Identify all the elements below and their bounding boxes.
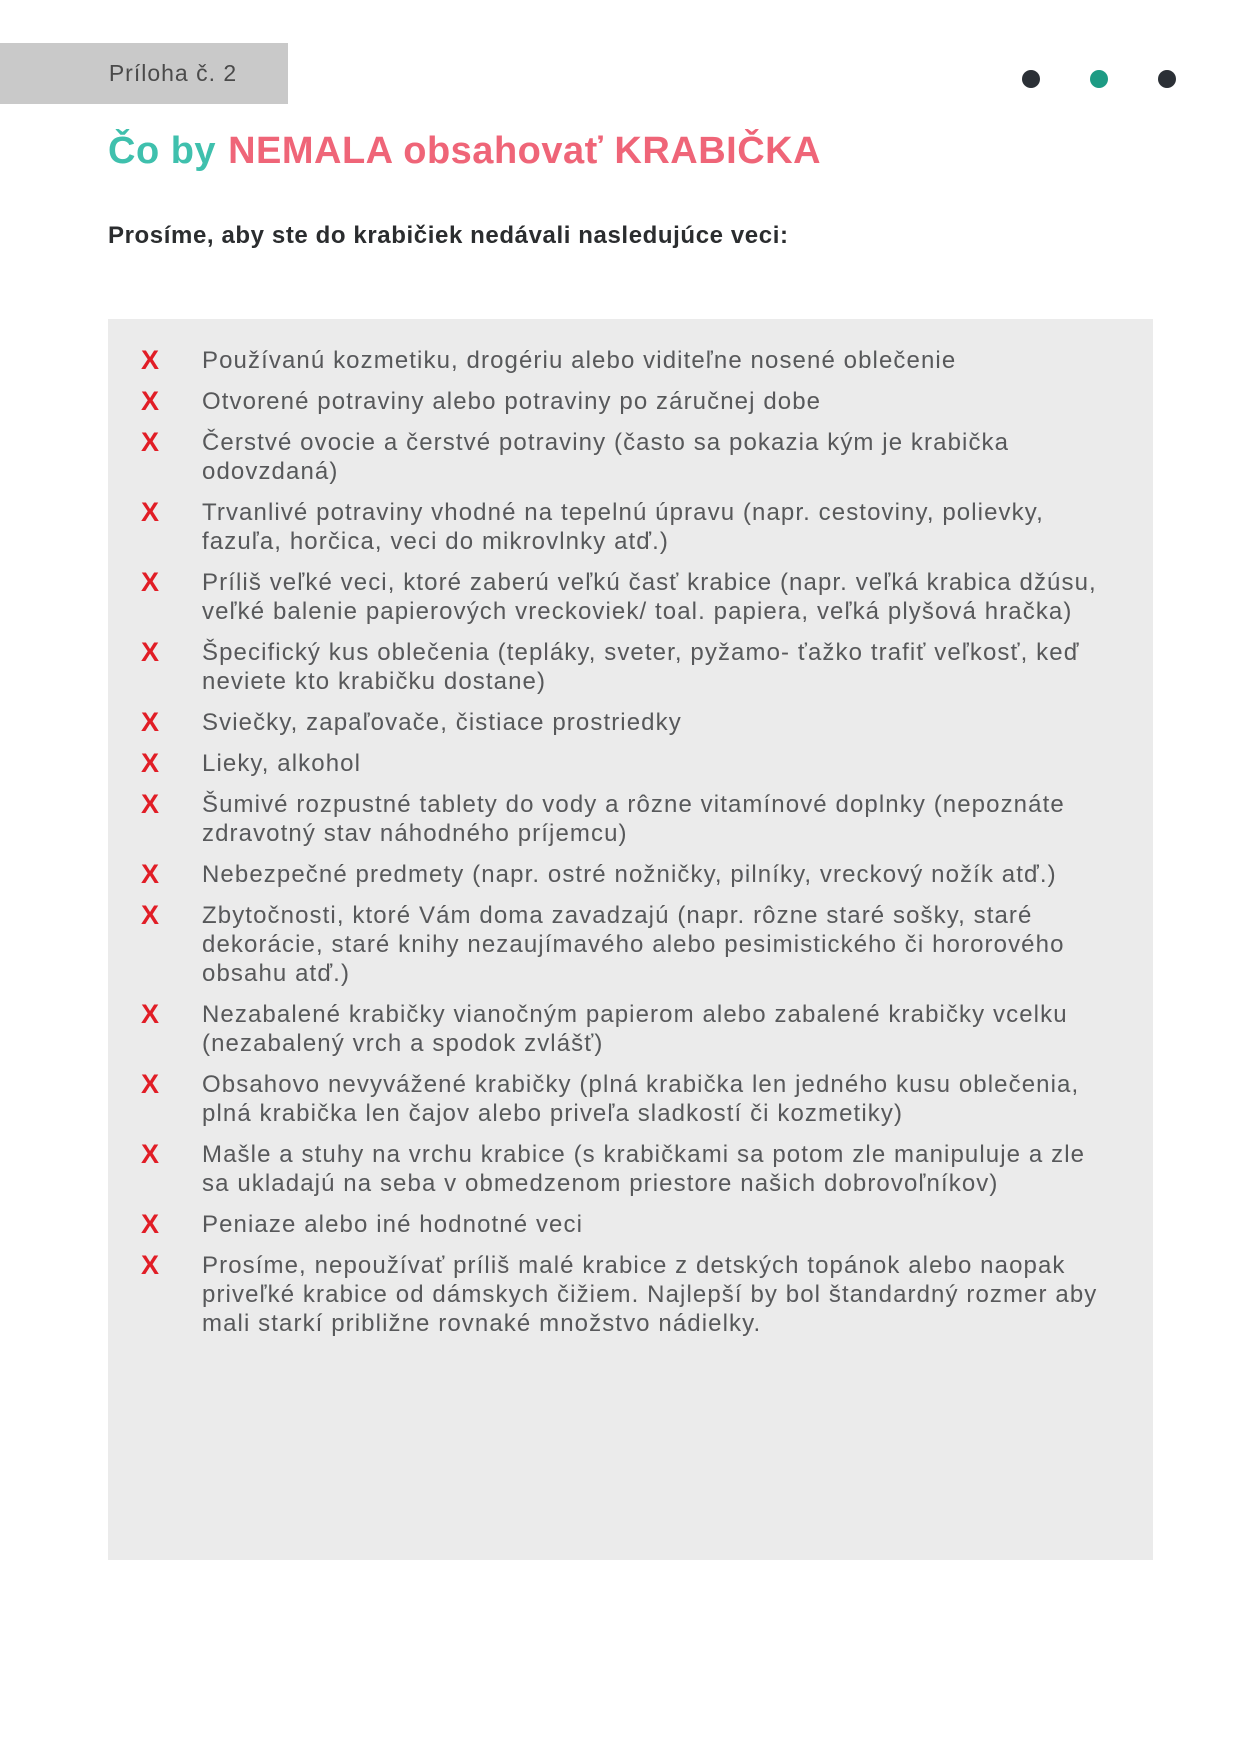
list-item-text: Čerstvé ovocie a čerstvé potraviny (často sa pokazia kým je krabička odovzdaná): [202, 429, 1010, 485]
x-mark-icon: X: [141, 1139, 160, 1169]
list-item: [108, 1251, 1153, 1338]
list-item: [108, 568, 1153, 626]
list-item: [108, 1140, 1153, 1198]
x-mark-icon: X: [141, 345, 160, 375]
list-item-text: Nebezpečné predmety (napr. ostré nožničky, pilníky, vreckový nožík atď.): [202, 861, 1057, 888]
title-part-teal: Čo by: [108, 130, 217, 172]
list-item-text: Peniaze alebo iné hodnotné veci: [202, 1211, 584, 1238]
intro-line: Prosíme, aby ste do krabičiek nedávali nasledujúce veci:: [108, 222, 789, 249]
list-item: [108, 901, 1153, 988]
donts-list: [108, 346, 1153, 1338]
decorative-dots: [1022, 70, 1176, 88]
bullet-dot: [1090, 70, 1108, 88]
list-item: [108, 387, 1153, 416]
attachment-label: Príloha č. 2: [0, 43, 288, 104]
list-item-text: Obsahovo nevyvážené krabičky (plná krabička len jedného kusu oblečenia, plná krabička len čajov alebo priveľa sladkostí či kozmetiky): [202, 1071, 1080, 1127]
list-item-text: Mašle a stuhy na vrchu krabice (s krabičkami sa potom zle manipuluje a zle sa ukladajú na seba v obmedzenom priestore našich dobrovoľníkov): [202, 1141, 1086, 1197]
x-mark-icon: X: [141, 900, 160, 930]
x-mark-icon: X: [141, 707, 160, 737]
list-item: [108, 708, 1153, 737]
x-mark-icon: X: [141, 859, 160, 889]
x-mark-icon: X: [141, 386, 160, 416]
list-item-text: Šumivé rozpustné tablety do vody a rôzne vitamínové doplnky (nepoznáte zdravotný stav náhodného príjemcu): [202, 791, 1065, 847]
bullet-dot: [1022, 70, 1040, 88]
title-part-red: NEMALA obsahovať KRABIČKA: [228, 130, 822, 172]
list-item: [108, 638, 1153, 696]
list-item-text: Zbytočnosti, ktoré Vám doma zavadzajú (napr. rôzne staré sošky, staré dekorácie, staré knihy nezaujímavého alebo pesimistického či hororového obsahu atď.): [202, 902, 1065, 987]
x-mark-icon: X: [141, 999, 160, 1029]
list-item-text: Lieky, alkohol: [202, 750, 362, 777]
list-item-text: Špecifický kus oblečenia (tepláky, sveter, pyžamo- ťažko trafiť veľkosť, keď neviete kto krabičku dostane): [202, 639, 1080, 695]
list-item-text: Otvorené potraviny alebo potraviny po záručnej dobe: [202, 388, 822, 415]
list-item-text: Prosíme, nepoužívať príliš malé krabice z detských topánok alebo naopak priveľké krabice od dámskych čižiem. Najlepší by bol štandardný rozmer aby mali starkí približne rovnaké množstvo nádielky.: [202, 1252, 1098, 1337]
list-item: [108, 860, 1153, 889]
x-mark-icon: X: [141, 637, 160, 667]
x-mark-icon: X: [141, 1250, 160, 1280]
list-item: [108, 749, 1153, 778]
list-item-text: Sviečky, zapaľovače, čistiace prostriedky: [202, 709, 682, 736]
list-item: [108, 498, 1153, 556]
list-item-text: Používanú kozmetiku, drogériu alebo viditeľne nosené oblečenie: [202, 347, 957, 374]
x-mark-icon: X: [141, 567, 160, 597]
list-item: [108, 790, 1153, 848]
x-mark-icon: X: [141, 1209, 160, 1239]
list-item: [108, 1070, 1153, 1128]
list-item: [108, 1000, 1153, 1058]
list-item: [108, 428, 1153, 486]
donts-list-panel: [108, 319, 1153, 1560]
bullet-dot: [1158, 70, 1176, 88]
list-item: [108, 1210, 1153, 1239]
list-item-text: Trvanlivé potraviny vhodné na tepelnú úpravu (napr. cestoviny, polievky, fazuľa, horčica, veci do mikrovlnky atď.): [202, 499, 1044, 555]
page-title: [108, 130, 821, 173]
x-mark-icon: X: [141, 427, 160, 457]
x-mark-icon: X: [141, 1069, 160, 1099]
x-mark-icon: X: [141, 789, 160, 819]
list-item-text: Nezabalené krabičky vianočným papierom alebo zabalené krabičky vcelku (nezabalený vrch a spodok zvlášť): [202, 1001, 1068, 1057]
list-item: [108, 346, 1153, 375]
x-mark-icon: X: [141, 748, 160, 778]
x-mark-icon: X: [141, 497, 160, 527]
list-item-text: Príliš veľké veci, ktoré zaberú veľkú časť krabice (napr. veľká krabica džúsu, veľké balenie papierových vreckoviek/ toal. papiera, veľká plyšová hračka): [202, 569, 1097, 625]
